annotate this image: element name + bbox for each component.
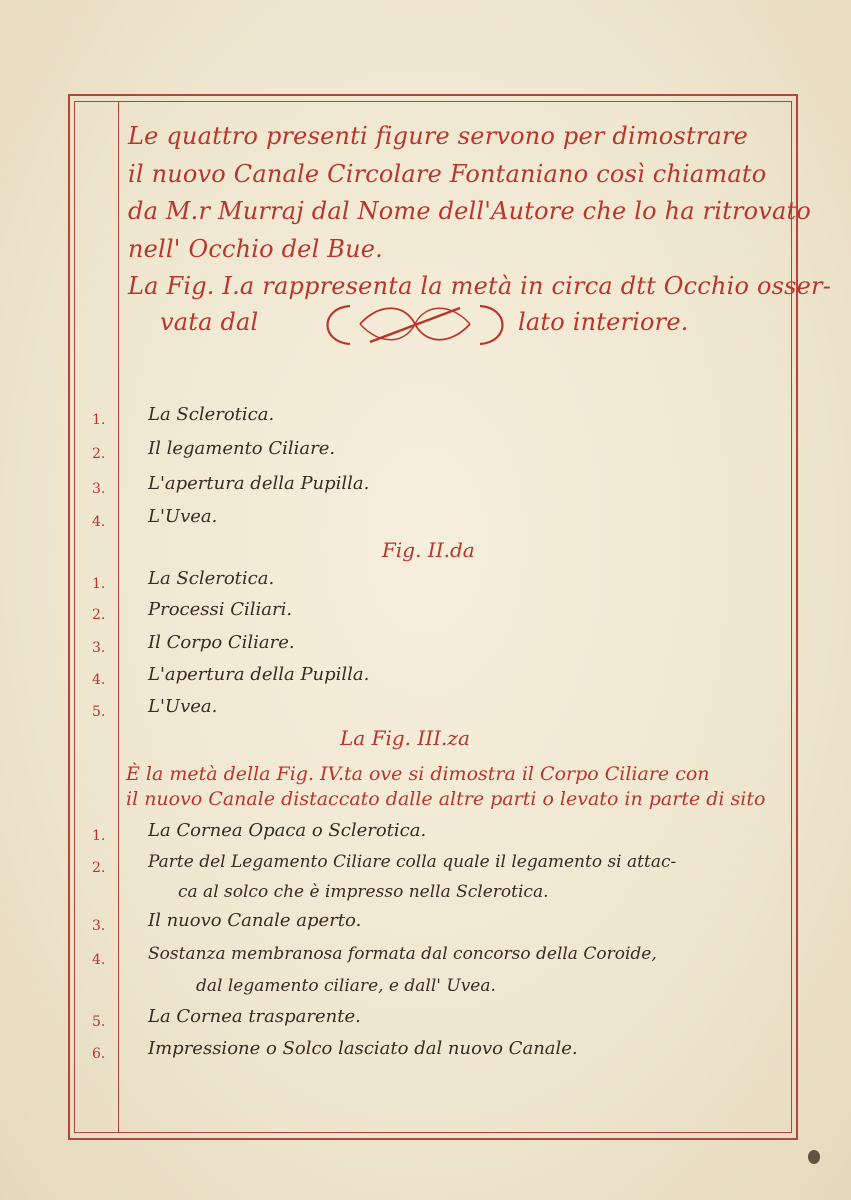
calligraphic-flourish-icon <box>310 298 520 350</box>
fig2-item-5: L'Uvea. <box>148 696 218 717</box>
fig1-item-4: L'Uvea. <box>148 506 218 527</box>
fig3-item-1-number: 1. <box>92 828 106 844</box>
fig3-item-1: La Cornea Opaca o Sclerotica. <box>148 820 427 841</box>
fig1-item-4-number: 4. <box>92 514 106 530</box>
fig3-item-3-number: 3. <box>92 918 106 934</box>
margin-rule <box>118 101 119 1133</box>
fig2-item-2: Processi Ciliari. <box>148 599 293 620</box>
fig3-item-4: Sostanza membranosa formata dal concorso della Coroide, <box>148 944 657 964</box>
fig1-item-3: L'apertura della Pupilla. <box>148 473 370 494</box>
fig2-item-3-number: 3. <box>92 640 106 656</box>
fig2-item-4-number: 4. <box>92 672 106 688</box>
intro-line-1: Le quattro presenti figure servono per dimostrare <box>128 122 749 150</box>
intro-line-5: La Fig. I.a rappresenta la metà in circa dtt Occhio osser- <box>128 272 832 300</box>
fig3-item-5: La Cornea trasparente. <box>148 1006 361 1027</box>
fig2-item-5-number: 5. <box>92 704 106 720</box>
fig3-item-4-number: 4. <box>92 952 106 968</box>
intro-line-4: nell' Occhio del Bue. <box>128 235 384 263</box>
fig2-heading: Fig. II.da <box>382 538 475 562</box>
fig2-item-1: La Sclerotica. <box>148 568 275 589</box>
fig1-item-1: La Sclerotica. <box>148 404 275 425</box>
fig3-item-6-number: 6. <box>92 1046 106 1062</box>
intro-line-6: vata dal <box>160 308 259 336</box>
fig2-item-3: Il Corpo Ciliare. <box>148 632 295 653</box>
fig1-item-3-number: 3. <box>92 481 106 497</box>
fig1-item-1-number: 1. <box>92 412 106 428</box>
fig3-item-6: Impressione o Solco lasciato dal nuovo Canale. <box>148 1038 578 1059</box>
intro-line-3: da M.r Murraj dal Nome dell'Autore che lo ha ritrovato <box>128 197 812 225</box>
fig3-item-2-cont: ca al solco che è impresso nella Sclerotica. <box>178 882 549 902</box>
fig3-heading: La Fig. III.za <box>340 726 470 750</box>
ink-stain <box>808 1150 820 1164</box>
fig2-item-2-number: 2. <box>92 607 106 623</box>
fig2-item-4: L'apertura della Pupilla. <box>148 664 370 685</box>
fig3-item-2-number: 2. <box>92 860 106 876</box>
intro-line-2: il nuovo Canale Circolare Fontaniano così chiamato <box>128 160 767 188</box>
fig1-item-2: Il legamento Ciliare. <box>148 438 336 459</box>
fig3-desc-line-1: È la metà della Fig. IV.ta ove si dimostra il Corpo Ciliare con <box>126 763 710 785</box>
fig3-item-3: Il nuovo Canale aperto. <box>148 910 362 931</box>
fig3-item-2: Parte del Legamento Ciliare colla quale il legamento si attac- <box>148 852 677 872</box>
fig2-item-1-number: 1. <box>92 576 106 592</box>
fig3-item-4-cont: dal legamento ciliare, e dall' Uvea. <box>196 976 496 996</box>
intro-line-7: lato interiore. <box>518 308 689 336</box>
fig3-desc-line-2: il nuovo Canale distaccato dalle altre parti o levato in parte di sito <box>126 788 766 810</box>
fig3-item-5-number: 5. <box>92 1014 106 1030</box>
fig1-item-2-number: 2. <box>92 446 106 462</box>
